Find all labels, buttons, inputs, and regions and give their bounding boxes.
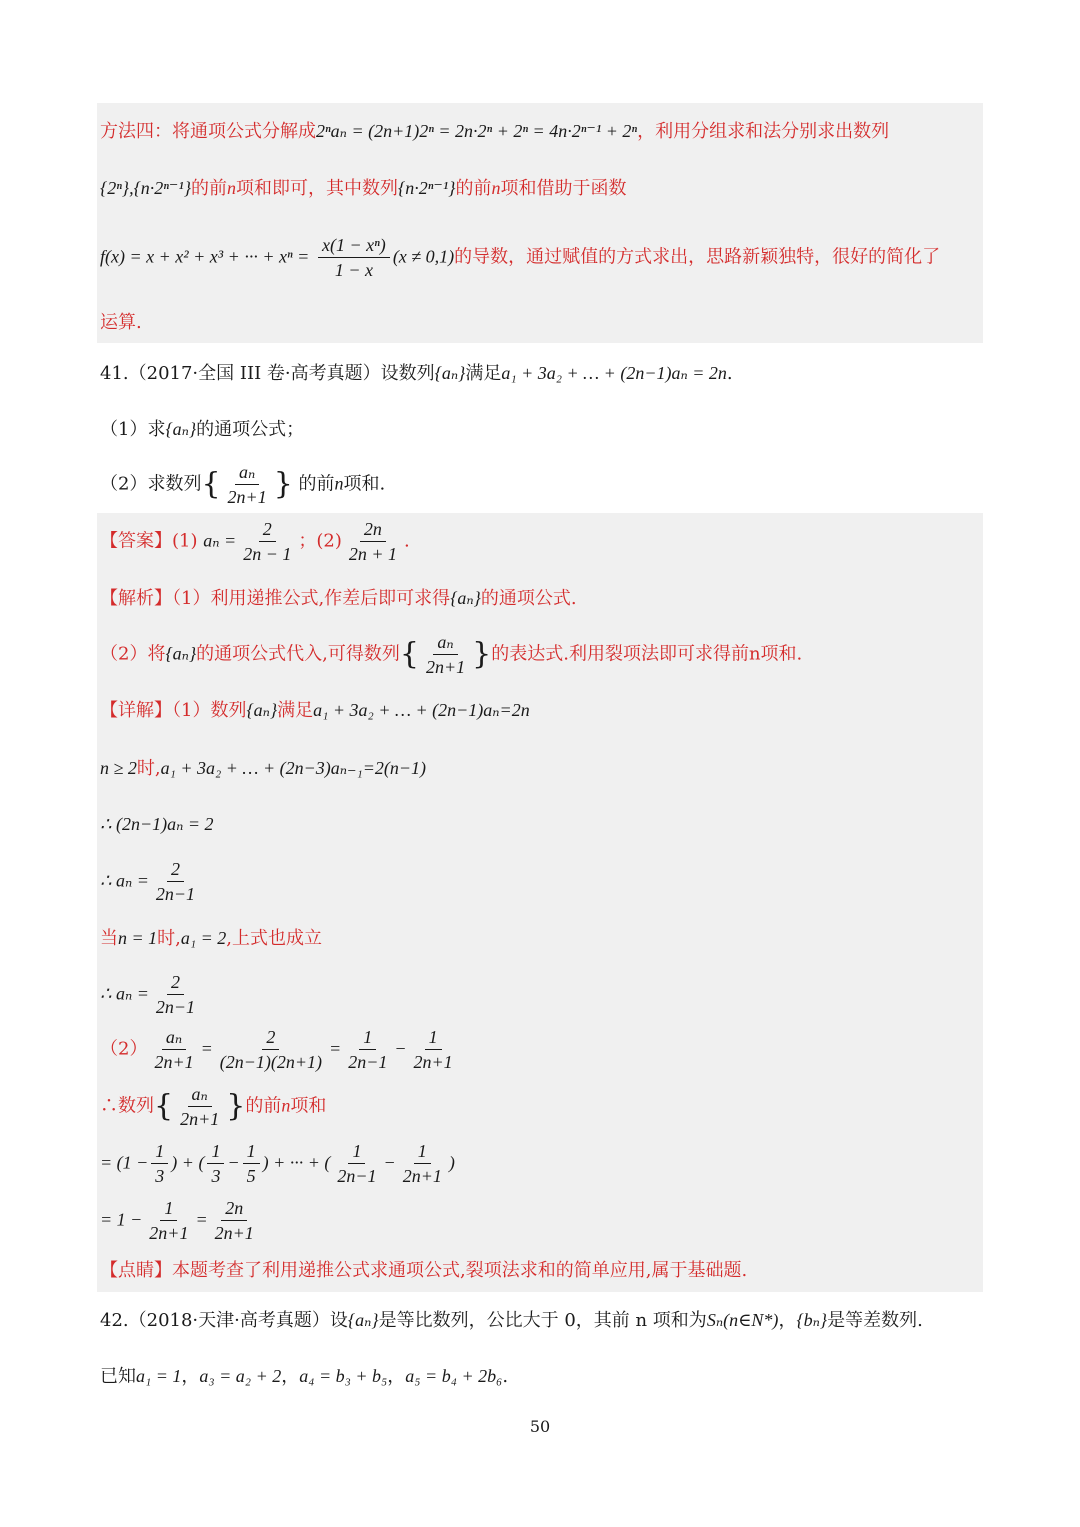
numerator: 2n — [360, 517, 386, 542]
numerator: 1 — [425, 1025, 442, 1050]
text: . — [502, 1366, 509, 1387]
math: 2ⁿaₙ = (2n+1)2ⁿ = 2n·2ⁿ + 2ⁿ = 4n·2ⁿ⁻¹ + 2ⁿ — [316, 121, 638, 141]
math: {aₙ} — [450, 588, 481, 608]
numerator: 2 — [262, 1025, 279, 1050]
math: n — [334, 473, 344, 494]
fraction — [344, 1025, 391, 1074]
analysis-line-2 — [100, 630, 802, 679]
math: = — [329, 1038, 342, 1059]
fraction — [410, 1025, 457, 1074]
numerator: aₙ — [433, 630, 457, 655]
text: 是等比数列，公比大于 0，其前 n 项和为 — [378, 1310, 707, 1331]
detail-line-9 — [100, 1139, 455, 1188]
text: 项和 — [290, 1095, 327, 1117]
fraction — [399, 1139, 446, 1188]
comment-tag: 【点睛】 — [100, 1260, 172, 1281]
math: {n·2ⁿ⁻¹} — [398, 178, 456, 198]
text: 的表达式.利用裂项法即可求得前n项和. — [491, 643, 803, 665]
fraction — [150, 1025, 197, 1074]
detail-line-1 — [100, 697, 530, 724]
text: （2） — [100, 1038, 148, 1060]
math: = (1 − — [100, 1152, 149, 1173]
math: n — [491, 178, 501, 198]
fraction — [207, 1139, 224, 1188]
numerator: x(1 − xⁿ) — [318, 233, 390, 258]
math: n = 1 — [118, 928, 158, 948]
math: − — [394, 1038, 407, 1059]
text: 满足 — [277, 700, 314, 721]
denominator: 2n−1 — [348, 1052, 388, 1072]
comment-line — [100, 1258, 747, 1284]
math: a₁ + 3a₂ + … + (2n−1)aₙ=2n — [313, 700, 530, 720]
right-brace-icon: } — [273, 466, 293, 502]
q42-line-1 — [100, 1307, 923, 1334]
fraction — [243, 1139, 260, 1188]
text: 项和. — [343, 473, 386, 495]
denominator: 2n+1 — [402, 1166, 442, 1186]
numerator: aₙ — [162, 1025, 186, 1050]
denominator: 2n+1 — [214, 1223, 254, 1243]
denominator: 1 − x — [334, 260, 373, 280]
text: （1）求 — [100, 419, 166, 440]
denominator: 2n+1 — [180, 1109, 220, 1129]
math: (x ≠ 0,1) — [392, 246, 455, 267]
method-four-line-4 — [100, 310, 142, 336]
fraction — [239, 517, 295, 566]
method-four-line-3 — [100, 233, 940, 282]
math: ∴ (2n−1)aₙ = 2 — [100, 814, 214, 834]
left-brace-icon: { — [399, 636, 419, 672]
text: . — [726, 363, 733, 384]
fraction — [151, 1139, 168, 1188]
detail-line-6 — [100, 970, 202, 1019]
math: a₁ = 1 — [136, 1366, 182, 1386]
math: ) + ( — [171, 1152, 205, 1173]
text: （1）数列 — [172, 700, 247, 721]
math: {aₙ} — [434, 363, 466, 383]
text: ∴数列 — [100, 1095, 154, 1117]
text: （1）利用递推公式,作差后即可求得 — [172, 588, 451, 609]
text: 的前 — [191, 178, 228, 199]
text: 本题考查了利用递推公式求通项公式,裂项法求和的简单应用,属于基础题. — [172, 1260, 748, 1281]
denominator: 2n−1 — [337, 1166, 377, 1186]
text: 项和即可，其中数列 — [236, 178, 399, 199]
text: 的通项公式； — [196, 419, 305, 440]
numerator: 2 — [167, 857, 184, 882]
text: ，利用分组求和法分别求出数列 — [637, 121, 890, 142]
math: ∴ aₙ = — [100, 870, 149, 891]
page-number: 50 — [529, 1417, 551, 1436]
math: n — [281, 1095, 291, 1116]
numerator: 1 — [348, 1139, 365, 1164]
detail-line-10 — [100, 1196, 261, 1245]
math: ∴ aₙ = — [100, 983, 149, 1004]
numerator: 1 — [151, 1139, 168, 1164]
denominator: 3 — [211, 1166, 221, 1186]
text: 的前 — [455, 178, 492, 199]
text: ， — [281, 1366, 300, 1387]
math: n ≥ 2 — [100, 758, 137, 778]
text: 的通项公式. — [480, 588, 577, 609]
numerator: 1 — [207, 1139, 224, 1164]
denominator: 2n−1 — [155, 884, 196, 904]
math: {aₙ} — [246, 700, 278, 720]
numerator: 1 — [160, 1196, 177, 1221]
detail-tag: 【详解】 — [100, 700, 172, 721]
math: a₅ = b₄ + 2b₆ — [405, 1366, 503, 1386]
detail-line-8 — [100, 1082, 326, 1131]
math: = — [200, 1038, 213, 1059]
text: . — [404, 530, 410, 552]
right-brace-icon: } — [226, 1088, 246, 1124]
math: ) — [448, 1152, 455, 1173]
text: 当 — [100, 928, 118, 949]
denominator: 2n+1 — [154, 1052, 194, 1072]
detail-line-7 — [100, 1025, 460, 1074]
detail-line-4 — [100, 857, 202, 906]
denominator: 2n − 1 — [243, 544, 292, 564]
math: a₁ + 3a₂ + … + (2n−1)aₙ = 2n — [501, 363, 727, 383]
text: 满足 — [465, 363, 502, 384]
math: {aₙ} — [347, 1310, 379, 1330]
denominator: 3 — [155, 1166, 165, 1186]
math: a₄ = b₃ + b₅ — [299, 1366, 388, 1386]
numerator: 2 — [259, 517, 276, 542]
denominator: 2n−1 — [155, 997, 196, 1017]
q42-line-2 — [100, 1363, 508, 1390]
fraction — [152, 970, 199, 1019]
text: (2) — [316, 530, 342, 552]
detail-line-3 — [100, 811, 214, 838]
method-four-line-2 — [100, 175, 627, 202]
numerator: 1 — [243, 1139, 260, 1164]
left-brace-icon: { — [201, 466, 221, 502]
math: = 1 − — [100, 1209, 143, 1230]
text: 的前 — [298, 473, 335, 495]
q41-part-2 — [100, 460, 385, 509]
method-four-line-1 — [100, 118, 889, 145]
math: {aₙ} — [165, 643, 197, 664]
math: − — [227, 1152, 240, 1173]
text: ， — [778, 1310, 797, 1331]
fraction — [211, 1196, 258, 1245]
text: 运算. — [100, 312, 142, 333]
text: 的前 — [245, 1095, 282, 1117]
denominator: 5 — [246, 1166, 256, 1186]
right-brace-icon: } — [472, 636, 492, 672]
math: {bₙ} — [796, 1310, 828, 1330]
fraction — [176, 1082, 223, 1131]
denominator: (2n−1)(2n+1) — [219, 1052, 323, 1072]
math: ) + ··· + ( — [262, 1152, 331, 1173]
text: (1) — [172, 530, 198, 552]
denominator: 2n+1 — [149, 1223, 189, 1243]
q41-stem — [100, 360, 733, 387]
numerator: 1 — [414, 1139, 431, 1164]
text: 41.（2017·全国 III 卷·高考真题）设数列 — [100, 363, 435, 384]
denominator: 2n + 1 — [348, 544, 397, 564]
q41-part-1 — [100, 416, 304, 443]
math: − — [383, 1152, 396, 1173]
math: Sₙ(n∈N*) — [706, 1310, 779, 1330]
text: 时, — [136, 758, 161, 779]
fraction — [152, 857, 199, 906]
denominator: 2n+1 — [413, 1052, 453, 1072]
fraction — [318, 233, 390, 282]
left-brace-icon: { — [154, 1088, 174, 1124]
text: （2）将 — [100, 643, 166, 665]
math: = — [195, 1209, 208, 1230]
numerator: 1 — [359, 1025, 376, 1050]
fraction — [145, 1196, 192, 1245]
math: a₁ + 3a₂ + … + (2n−3)aₙ₋₁=2(n−1) — [160, 758, 427, 778]
math: a₃ = a₂ + 2 — [199, 1366, 282, 1386]
analysis-tag: 【解析】 — [100, 588, 172, 609]
text: ， — [387, 1366, 406, 1387]
text: ， — [181, 1366, 200, 1387]
text: 方法四：将通项公式分解成 — [100, 121, 316, 142]
analysis-line-1 — [100, 585, 577, 612]
text: 是等差数列. — [827, 1310, 923, 1331]
text: 的导数，通过赋值的方式求出，思路新颖独特，很好的简化了 — [454, 246, 941, 268]
fraction — [345, 517, 401, 566]
text: 已知 — [100, 1366, 136, 1387]
answer-line — [100, 517, 410, 566]
math: {aₙ} — [165, 419, 197, 439]
answer-tag: 【答案】 — [100, 530, 172, 552]
text: ； — [298, 530, 317, 552]
numerator: aₙ — [188, 1082, 212, 1107]
text: 项和借助于函数 — [500, 178, 627, 199]
text: 42.（2018·天津·高考真题）设 — [100, 1310, 348, 1331]
fraction — [333, 1139, 380, 1188]
detail-line-5 — [100, 925, 322, 952]
math: {2ⁿ},{n·2ⁿ⁻¹} — [100, 178, 192, 198]
numerator: aₙ — [235, 460, 259, 485]
text: 的通项公式代入,可得数列 — [196, 643, 400, 665]
text: 时, — [157, 928, 181, 949]
denominator: 2n+1 — [227, 487, 267, 507]
fraction — [422, 630, 469, 679]
math: n — [227, 178, 237, 198]
fraction — [224, 460, 271, 509]
text: （2）求数列 — [100, 473, 202, 495]
fraction — [216, 1025, 326, 1074]
denominator: 2n+1 — [425, 657, 466, 677]
numerator: 2 — [167, 970, 184, 995]
math: aₙ = — [203, 530, 237, 551]
math: a₁ = 2 — [180, 928, 227, 948]
detail-line-2 — [100, 755, 426, 782]
math: f(x) = x + x² + x³ + ··· + xⁿ = — [100, 246, 310, 267]
numerator: 2n — [221, 1196, 247, 1221]
text: ,上式也成立 — [226, 928, 323, 949]
